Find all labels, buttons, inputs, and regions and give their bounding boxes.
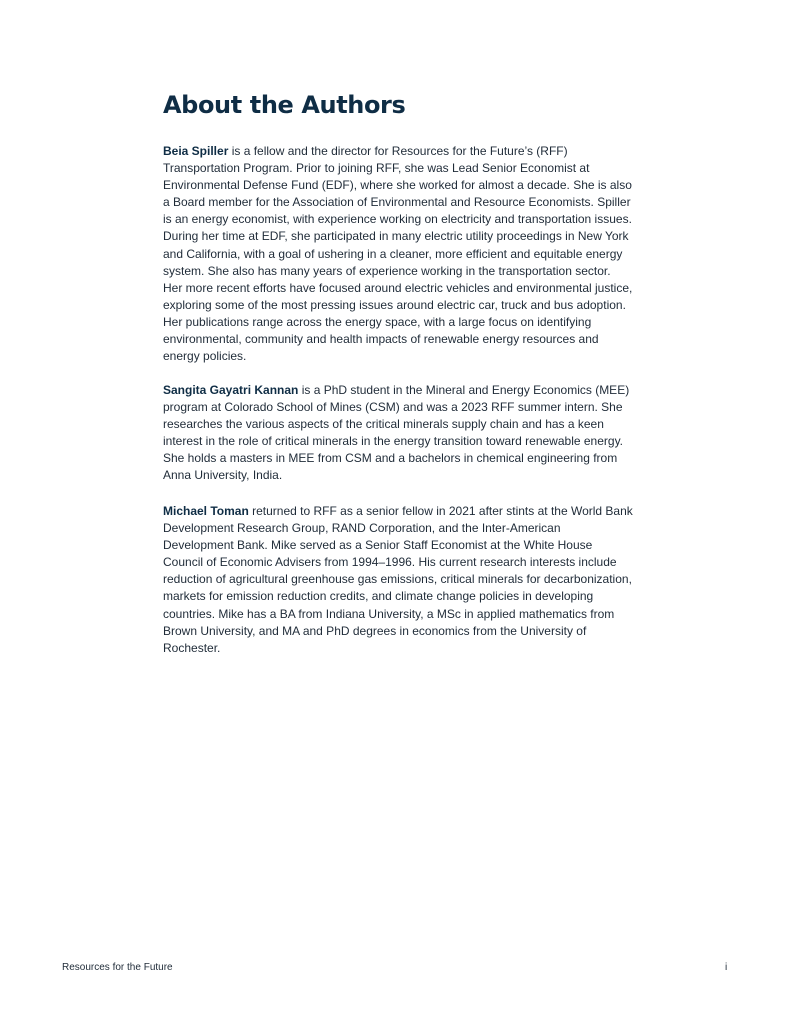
- author-bio-text: is a PhD student in the Mineral and Energy Economics (MEE) program at Colorado School of Mines (CSM) and was a 2023 RFF summer intern. She researches the various aspects of the critical minerals supply chain and has a keen interest in the role of critical minerals in the energy transition toward renewable energy. She holds a masters in MEE from CSM and a bachelors in chemical engineering from Anna University, India.: [163, 383, 630, 483]
- author-name: Sangita Gayatri Kannan: [163, 383, 299, 397]
- author-name: Michael Toman: [163, 504, 249, 518]
- author-bio-kannan: [163, 382, 633, 485]
- author-bio-text: returned to RFF as a senior fellow in 2021 after stints at the World Bank Development Research Group, RAND Corporation, and the Inter-American Development Bank. Mike served as a Senior Staff Economist at the White House Council of Economic Advisers from 1994–1996. His current research interests include reduction of agricultural greenhouse gas emissions, critical minerals for decarbonization, markets for emission reduction credits, and climate change policies in developing countries. Mike has a BA from Indiana University, a MSc in applied mathematics from Brown University, and MA and PhD degrees in economics from the University of Rochester.: [163, 504, 633, 655]
- footer-page-number: i: [725, 962, 728, 973]
- author-name: Beia Spiller: [163, 144, 229, 158]
- author-bio-spiller: [163, 143, 633, 365]
- footer-organization: Resources for the Future: [62, 962, 173, 973]
- page-title: About the Authors: [163, 91, 406, 119]
- author-bio-toman: [163, 503, 633, 657]
- author-bio-text: is a fellow and the director for Resources for the Future’s (RFF) Transportation Program. Prior to joining RFF, she was Lead Senior Economist at Environmental Defense Fund (EDF), where she worked for almost a decade. She is also a Board member for the Association of Environmental and Resource Economists. Spiller is an energy economist, with experience working on electricity and transportation issues. During her time at EDF, she participated in many electric utility proceedings in New York and California, with a goal of ushering in a cleaner, more efficient and equitable energy system. She also has many years of experience working in the transportation sector. Her more recent efforts have focused around electric vehicles and environmental justice, exploring some of the most pressing issues around electric car, truck and bus adoption. Her publications range across the energy space, with a large focus on identifying environmental, community and health impacts of renewable energy resources and energy policies.: [163, 144, 633, 364]
